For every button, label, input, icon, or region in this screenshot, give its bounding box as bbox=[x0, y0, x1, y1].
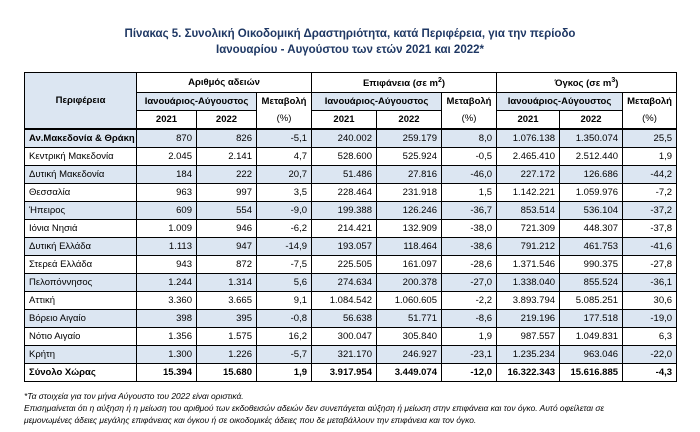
total-area-2022: 3.449.074 bbox=[377, 364, 442, 382]
area-2021-header: 2021 bbox=[312, 111, 377, 130]
volume-2021-cell: 3.893.794 bbox=[497, 292, 560, 310]
permits-change-cell: 20,7 bbox=[257, 166, 312, 184]
volume-2021-cell: 1.235.234 bbox=[497, 346, 560, 364]
table-body bbox=[25, 129, 677, 382]
table-row bbox=[25, 148, 677, 166]
permits-change-cell: -9,0 bbox=[257, 202, 312, 220]
area-change-cell: 1,9 bbox=[442, 328, 497, 346]
volume-change-cell: -44,2 bbox=[623, 166, 677, 184]
permits-2022-header: 2022 bbox=[197, 111, 257, 130]
permits-change-cell: -7,5 bbox=[257, 256, 312, 274]
area-2022-cell: 1.060.605 bbox=[377, 292, 442, 310]
volume-change-cell: 25,5 bbox=[623, 129, 677, 148]
volume-2021-cell: 721.309 bbox=[497, 220, 560, 238]
permits-2021-cell: 3.360 bbox=[137, 292, 197, 310]
area-2021-cell: 228.464 bbox=[312, 184, 377, 202]
area-change-cell: -23,1 bbox=[442, 346, 497, 364]
area-2022-cell: 126.246 bbox=[377, 202, 442, 220]
volume-2022-cell: 126.686 bbox=[560, 166, 623, 184]
area-2022-cell: 51.771 bbox=[377, 310, 442, 328]
volume-2021-cell: 791.212 bbox=[497, 238, 560, 256]
area-2022-cell: 161.097 bbox=[377, 256, 442, 274]
volume-2022-cell: 1.350.074 bbox=[560, 129, 623, 148]
region-cell: Δυτική Μακεδονία bbox=[25, 166, 137, 184]
volume-change-cell: -7,2 bbox=[623, 184, 677, 202]
permits-change-cell: -5,1 bbox=[257, 129, 312, 148]
volume-change-cell: -36,1 bbox=[623, 274, 677, 292]
region-cell: Θεσσαλία bbox=[25, 184, 137, 202]
permits-change-cell: 9,1 bbox=[257, 292, 312, 310]
area-2022-cell: 525.924 bbox=[377, 148, 442, 166]
volume-2021-cell: 227.172 bbox=[497, 166, 560, 184]
area-2021-cell: 56.638 bbox=[312, 310, 377, 328]
area-2021-cell: 528.600 bbox=[312, 148, 377, 166]
table-row bbox=[25, 184, 677, 202]
total-row bbox=[25, 364, 677, 382]
table-row bbox=[25, 129, 677, 148]
region-cell: Πελοπόννησος bbox=[25, 274, 137, 292]
permits-2021-cell: 1.356 bbox=[137, 328, 197, 346]
region-cell: Κρήτη bbox=[25, 346, 137, 364]
volume-2021-cell: 1.142.221 bbox=[497, 184, 560, 202]
volume-2022-cell: 177.518 bbox=[560, 310, 623, 328]
volume-change-cell: 30,6 bbox=[623, 292, 677, 310]
footnote-final-data: *Τα στοιχεία για τον μήνα Αύγουστο του 2022 είναι οριστικά. bbox=[24, 391, 244, 401]
permits-change-cell: -5,7 bbox=[257, 346, 312, 364]
region-cell: Βόρειο Αιγαίο bbox=[25, 310, 137, 328]
table-row bbox=[25, 238, 677, 256]
volume-2022-cell: 990.375 bbox=[560, 256, 623, 274]
area-2022-cell: 231.918 bbox=[377, 184, 442, 202]
volume-2021-cell: 2.465.410 bbox=[497, 148, 560, 166]
permits-2022-cell: 997 bbox=[197, 184, 257, 202]
area-change-cell: -38,0 bbox=[442, 220, 497, 238]
permits-2021-cell: 963 bbox=[137, 184, 197, 202]
permits-2022-cell: 946 bbox=[197, 220, 257, 238]
volume-2022-header: 2022 bbox=[560, 111, 623, 130]
total-permits-2022: 15.680 bbox=[197, 364, 257, 382]
region-header: Περιφέρεια bbox=[25, 73, 137, 130]
area-change-cell: -46,0 bbox=[442, 166, 497, 184]
volume-2022-cell: 855.524 bbox=[560, 274, 623, 292]
area-2022-cell: 200.378 bbox=[377, 274, 442, 292]
table-row bbox=[25, 346, 677, 364]
area-change-cell: -27,0 bbox=[442, 274, 497, 292]
volume-period-header: Ιανουάριος-Αύγουστος bbox=[497, 93, 623, 111]
volume-change-cell: -37,8 bbox=[623, 220, 677, 238]
permits-2021-cell: 870 bbox=[137, 129, 197, 148]
volume-header: Όγκος (σε $m^3$) bbox=[497, 73, 677, 93]
area-period-header: Ιανουάριος-Αύγουστος bbox=[312, 93, 442, 111]
region-cell: Αττική bbox=[25, 292, 137, 310]
volume-change-cell: 6,3 bbox=[623, 328, 677, 346]
total-volume-change: -4,3 bbox=[623, 364, 677, 382]
area-2021-cell: 321.170 bbox=[312, 346, 377, 364]
table-row bbox=[25, 292, 677, 310]
total-label: Σύνολο Χώρας bbox=[25, 364, 137, 382]
volume-2022-cell: 5.085.251 bbox=[560, 292, 623, 310]
area-change-cell: -28,6 bbox=[442, 256, 497, 274]
permits-2021-cell: 398 bbox=[137, 310, 197, 328]
region-cell: Νότιο Αιγαίο bbox=[25, 328, 137, 346]
volume-change-header: Μεταβολή bbox=[623, 93, 677, 111]
area-change-cell: 1,5 bbox=[442, 184, 497, 202]
footnote-explanation-line-1: Επισημαίνεται ότι η αύξηση ή η μείωση του αριθμού των εκδοθεισών αδειών δεν συνεπάγεται αύξηση ή μείωση στην επιφάνεια και τον όγκο. Αυτό οφείλεται σε bbox=[24, 403, 605, 413]
volume-2022-cell: 1.049.831 bbox=[560, 328, 623, 346]
permits-pct-header: (%) bbox=[257, 111, 312, 130]
volume-2021-cell: 1.076.138 bbox=[497, 129, 560, 148]
area-2021-cell: 240.002 bbox=[312, 129, 377, 148]
permits-2021-cell: 1.009 bbox=[137, 220, 197, 238]
table-row bbox=[25, 220, 677, 238]
table-row bbox=[25, 274, 677, 292]
permits-2022-cell: 947 bbox=[197, 238, 257, 256]
total-permits-change: 1,9 bbox=[257, 364, 312, 382]
volume-2022-cell: 963.046 bbox=[560, 346, 623, 364]
area-pct-header: (%) bbox=[442, 111, 497, 130]
permits-2022-cell: 1.314 bbox=[197, 274, 257, 292]
volume-change-cell: -27,8 bbox=[623, 256, 677, 274]
table-row bbox=[25, 166, 677, 184]
permits-2022-cell: 554 bbox=[197, 202, 257, 220]
volume-2022-cell: 448.307 bbox=[560, 220, 623, 238]
total-area-change: -12,0 bbox=[442, 364, 497, 382]
permits-2022-cell: 395 bbox=[197, 310, 257, 328]
volume-2021-cell: 987.557 bbox=[497, 328, 560, 346]
permits-2022-cell: 1.226 bbox=[197, 346, 257, 364]
region-cell: Δυτική Ελλάδα bbox=[25, 238, 137, 256]
permits-2021-cell: 609 bbox=[137, 202, 197, 220]
volume-change-cell: -19,0 bbox=[623, 310, 677, 328]
permits-2021-cell: 1.113 bbox=[137, 238, 197, 256]
permits-2021-header: 2021 bbox=[137, 111, 197, 130]
volume-2022-cell: 1.059.976 bbox=[560, 184, 623, 202]
area-2021-cell: 214.421 bbox=[312, 220, 377, 238]
permits-change-cell: -0,8 bbox=[257, 310, 312, 328]
permits-2021-cell: 1.244 bbox=[137, 274, 197, 292]
permits-change-cell: 4,7 bbox=[257, 148, 312, 166]
total-permits-2021: 15.394 bbox=[137, 364, 197, 382]
total-volume-2022: 15.616.885 bbox=[560, 364, 623, 382]
permits-period-header: Ιανουάριος-Αύγουστος bbox=[137, 93, 257, 111]
permits-2022-cell: 1.575 bbox=[197, 328, 257, 346]
region-cell: Κεντρική Μακεδονία bbox=[25, 148, 137, 166]
area-2021-cell: 274.634 bbox=[312, 274, 377, 292]
volume-2021-cell: 1.371.546 bbox=[497, 256, 560, 274]
table-row bbox=[25, 202, 677, 220]
permits-change-cell: 3,5 bbox=[257, 184, 312, 202]
area-change-cell: -0,5 bbox=[442, 148, 497, 166]
area-2021-cell: 193.057 bbox=[312, 238, 377, 256]
permits-2022-cell: 872 bbox=[197, 256, 257, 274]
area-2021-cell: 51.486 bbox=[312, 166, 377, 184]
region-cell: Στερεά Ελλάδα bbox=[25, 256, 137, 274]
area-2021-cell: 1.084.542 bbox=[312, 292, 377, 310]
volume-2021-cell: 853.514 bbox=[497, 202, 560, 220]
region-cell: Ιόνια Νησιά bbox=[25, 220, 137, 238]
permits-change-cell: -6,2 bbox=[257, 220, 312, 238]
area-header: Επιφάνεια (σε $m^2$) bbox=[312, 73, 497, 93]
total-area-2021: 3.917.954 bbox=[312, 364, 377, 382]
area-2022-cell: 259.179 bbox=[377, 129, 442, 148]
area-change-header: Μεταβολή bbox=[442, 93, 497, 111]
permits-change-cell: -14,9 bbox=[257, 238, 312, 256]
permits-2022-cell: 826 bbox=[197, 129, 257, 148]
area-change-cell: -2,2 bbox=[442, 292, 497, 310]
area-2022-cell: 27.816 bbox=[377, 166, 442, 184]
region-cell: Αν.Μακεδονία & Θράκη bbox=[25, 129, 137, 148]
area-change-cell: -8,6 bbox=[442, 310, 497, 328]
volume-pct-header: (%) bbox=[623, 111, 677, 130]
volume-change-cell: -41,6 bbox=[623, 238, 677, 256]
permits-2021-cell: 184 bbox=[137, 166, 197, 184]
table-row bbox=[25, 310, 677, 328]
table-row bbox=[25, 256, 677, 274]
permits-change-header: Μεταβολή bbox=[257, 93, 312, 111]
area-change-cell: -36,7 bbox=[442, 202, 497, 220]
area-2021-cell: 225.505 bbox=[312, 256, 377, 274]
permits-2022-cell: 222 bbox=[197, 166, 257, 184]
region-cell: Ήπειρος bbox=[25, 202, 137, 220]
area-change-cell: 8,0 bbox=[442, 129, 497, 148]
permits-change-cell: 5,6 bbox=[257, 274, 312, 292]
volume-2021-header: 2021 bbox=[497, 111, 560, 130]
table-row bbox=[25, 328, 677, 346]
permits-2021-cell: 2.045 bbox=[137, 148, 197, 166]
table-title bbox=[0, 26, 700, 58]
volume-2022-cell: 536.104 bbox=[560, 202, 623, 220]
permits-change-cell: 16,2 bbox=[257, 328, 312, 346]
volume-2022-cell: 2.512.440 bbox=[560, 148, 623, 166]
area-2021-cell: 300.047 bbox=[312, 328, 377, 346]
footnote-explanation-line-2: μεμονωμένες άδειες μεγάλης επιφάνειας και όγκου ή σε οικοδομικές άδειες που δε μεταβάλλουν την επιφάνεια και τον όγκο. bbox=[24, 415, 477, 425]
permits-header: Αριθμός αδειών bbox=[137, 73, 312, 93]
area-2022-cell: 118.464 bbox=[377, 238, 442, 256]
volume-2022-cell: 461.753 bbox=[560, 238, 623, 256]
area-2022-cell: 132.909 bbox=[377, 220, 442, 238]
permits-2022-cell: 3.665 bbox=[197, 292, 257, 310]
area-2022-header: 2022 bbox=[377, 111, 442, 130]
volume-2021-cell: 219.196 bbox=[497, 310, 560, 328]
area-2021-cell: 199.388 bbox=[312, 202, 377, 220]
title-line-1: Πίνακας 5. Συνολική Οικοδομική Δραστηριότητα, κατά Περιφέρεια, για την περίοδο bbox=[124, 28, 576, 40]
permits-2022-cell: 2.141 bbox=[197, 148, 257, 166]
area-change-cell: -38,6 bbox=[442, 238, 497, 256]
title-line-2: Ιανουαρίου - Αυγούστου των ετών 2021 και 2022* bbox=[216, 44, 484, 56]
area-2022-cell: 246.927 bbox=[377, 346, 442, 364]
volume-2021-cell: 1.338.040 bbox=[497, 274, 560, 292]
footnotes bbox=[24, 390, 684, 426]
area-2022-cell: 305.840 bbox=[377, 328, 442, 346]
permits-2021-cell: 943 bbox=[137, 256, 197, 274]
permits-2021-cell: 1.300 bbox=[137, 346, 197, 364]
construction-activity-table bbox=[24, 72, 677, 382]
volume-change-cell: -22,0 bbox=[623, 346, 677, 364]
volume-change-cell: 1,9 bbox=[623, 148, 677, 166]
volume-change-cell: -37,2 bbox=[623, 202, 677, 220]
total-volume-2021: 16.322.343 bbox=[497, 364, 560, 382]
